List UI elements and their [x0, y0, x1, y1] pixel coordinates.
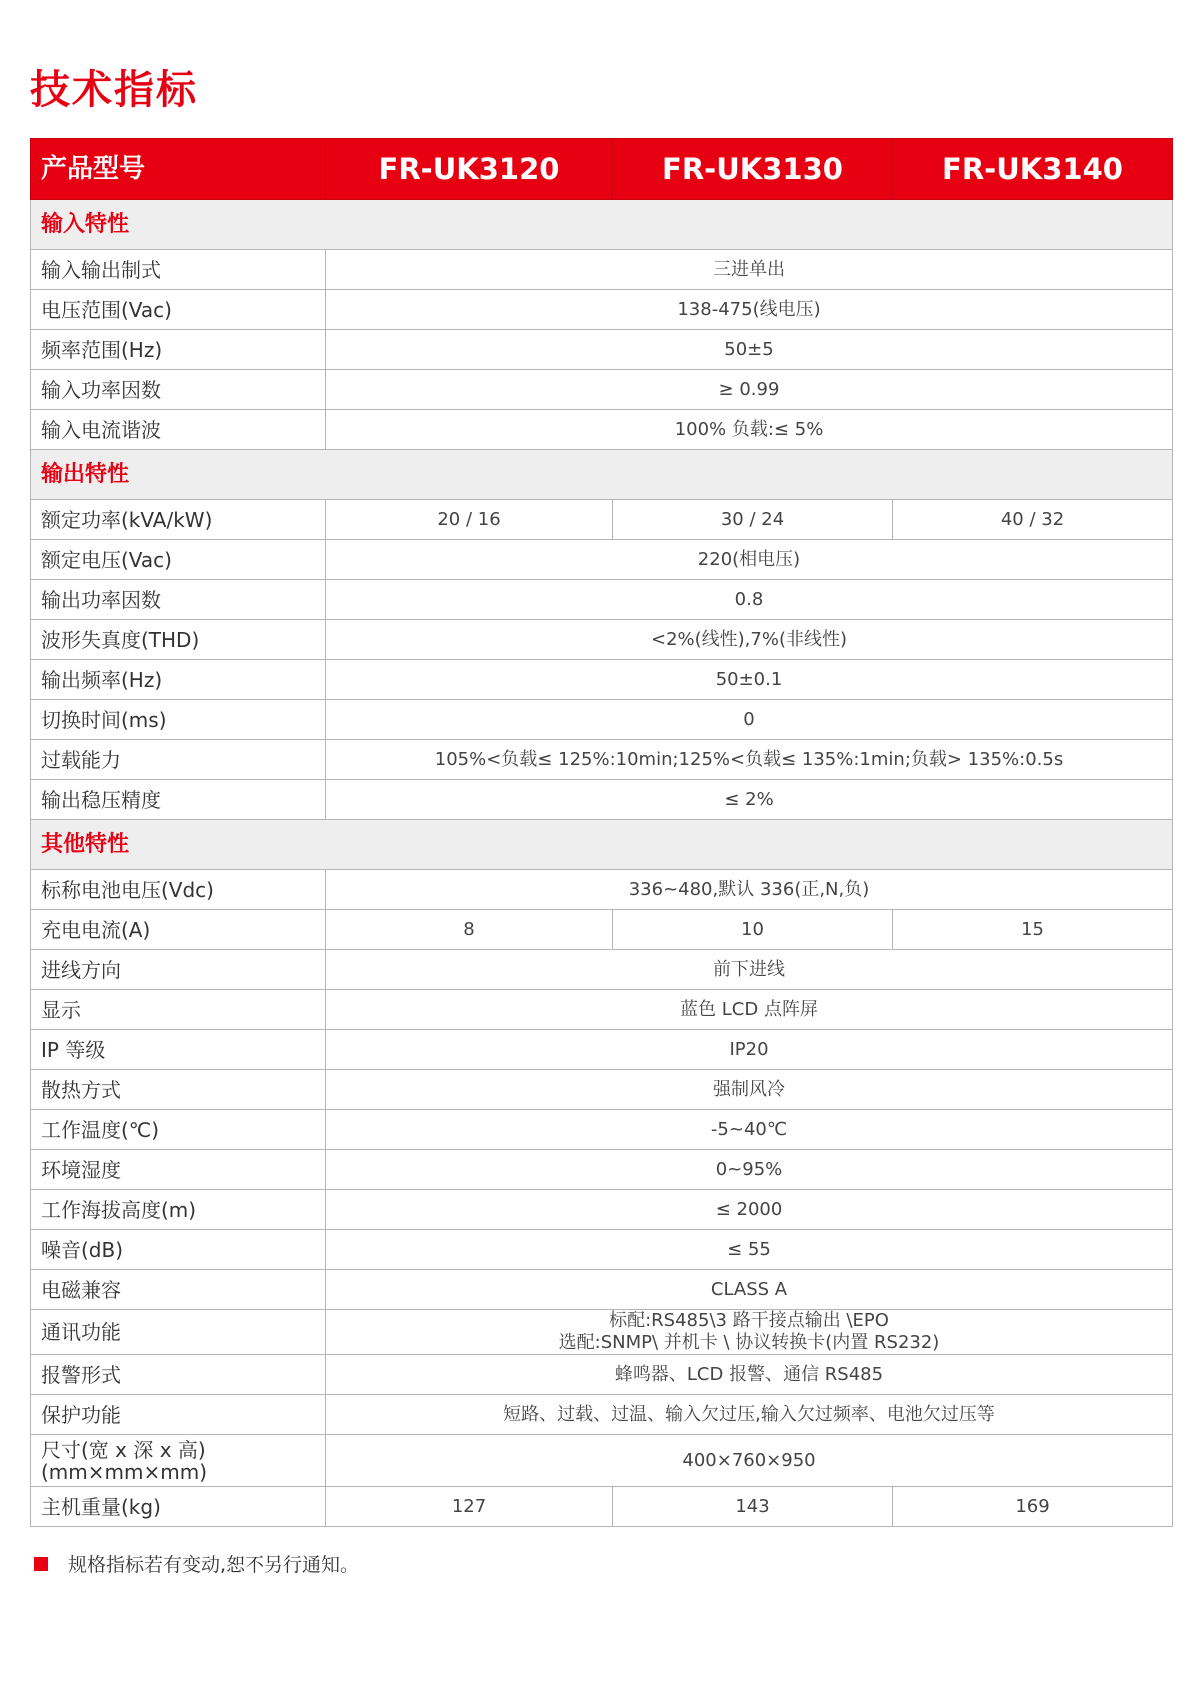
table-row: [31, 250, 1173, 290]
row-value: 前下进线: [326, 950, 1173, 990]
table-row: [31, 540, 1173, 580]
row-value: 127: [326, 1487, 613, 1527]
table-row: [31, 410, 1173, 450]
spec-table: [30, 138, 1173, 1527]
row-value: 169: [893, 1487, 1173, 1527]
row-value: 40 / 32: [893, 500, 1173, 540]
row-label: 进线方向: [31, 950, 326, 990]
row-label: 额定电压(Vac): [31, 540, 326, 580]
section-header-output: [31, 450, 1173, 500]
row-value: 50±5: [326, 330, 1173, 370]
section-title: 其他特性: [31, 820, 1173, 870]
table-row: [31, 1487, 1173, 1527]
table-row: [31, 1030, 1173, 1070]
row-label: 输入电流谐波: [31, 410, 326, 450]
row-label: 输出功率因数: [31, 580, 326, 620]
row-value: <2%(线性),7%(非线性): [326, 620, 1173, 660]
table-row: [31, 1310, 1173, 1355]
row-value: CLASS A: [326, 1270, 1173, 1310]
row-value: 220(相电压): [326, 540, 1173, 580]
row-value: ≤ 2000: [326, 1190, 1173, 1230]
row-value: 20 / 16: [326, 500, 613, 540]
row-value: -5~40℃: [326, 1110, 1173, 1150]
row-label: 通讯功能: [31, 1310, 326, 1355]
row-value: 0~95%: [326, 1150, 1173, 1190]
row-value: 蜂鸣器、LCD 报警、通信 RS485: [326, 1355, 1173, 1395]
row-label: 显示: [31, 990, 326, 1030]
model-heading: FR-UK3130: [613, 139, 893, 200]
header-label: 产品型号: [31, 139, 326, 200]
row-value: 30 / 24: [613, 500, 893, 540]
row-label: 噪音(dB): [31, 1230, 326, 1270]
row-value: ≤ 55: [326, 1230, 1173, 1270]
row-label: 切换时间(ms): [31, 700, 326, 740]
section-header-input: [31, 200, 1173, 250]
row-label: 散热方式: [31, 1070, 326, 1110]
table-row: [31, 1435, 1173, 1487]
footnote: [34, 1550, 359, 1577]
row-label: 工作海拔高度(m): [31, 1190, 326, 1230]
table-row: [31, 330, 1173, 370]
row-value: 蓝色 LCD 点阵屏: [326, 990, 1173, 1030]
row-label: 额定功率(kVA/kW): [31, 500, 326, 540]
table-row: [31, 370, 1173, 410]
row-value: 10: [613, 910, 893, 950]
row-value: 短路、过载、过温、输入欠过压,输入欠过频率、电池欠过压等: [326, 1395, 1173, 1435]
table-row: [31, 1110, 1173, 1150]
page-title: 技术指标: [30, 67, 198, 113]
table-row: [31, 290, 1173, 330]
row-label: 波形失真度(THD): [31, 620, 326, 660]
table-row: [31, 620, 1173, 660]
table-row: [31, 580, 1173, 620]
row-label: 输入功率因数: [31, 370, 326, 410]
row-value: 0.8: [326, 580, 1173, 620]
table-row: [31, 1070, 1173, 1110]
table-row: [31, 740, 1173, 780]
header-row: [31, 139, 1173, 200]
row-value: 400×760×950: [326, 1435, 1173, 1487]
dimension-unit-line: (mm×mm×mm): [41, 1459, 208, 1484]
row-label: 工作温度(℃): [31, 1110, 326, 1150]
row-value: 8: [326, 910, 613, 950]
comm-optional-line: 选配:SNMP\ 并机卡 \ 协议转换卡(内置 RS232): [558, 1332, 940, 1353]
row-value: [326, 1310, 1173, 1355]
row-label: 报警形式: [31, 1355, 326, 1395]
table-row: [31, 870, 1173, 910]
row-value: 138-475(线电压): [326, 290, 1173, 330]
table-row: [31, 910, 1173, 950]
row-label: 保护功能: [31, 1395, 326, 1435]
table-row: [31, 1230, 1173, 1270]
row-label: IP 等级: [31, 1030, 326, 1070]
section-title: 输出特性: [31, 450, 1173, 500]
row-value: IP20: [326, 1030, 1173, 1070]
row-label: 标称电池电压(Vdc): [31, 870, 326, 910]
row-value: 50±0.1: [326, 660, 1173, 700]
comm-standard-line: 标配:RS485\3 路干接点输出 \EPO: [609, 1310, 889, 1331]
section-header-other: [31, 820, 1173, 870]
table-row: [31, 1395, 1173, 1435]
red-square-icon: [34, 1557, 48, 1571]
row-value: ≤ 2%: [326, 780, 1173, 820]
row-label: 输出稳压精度: [31, 780, 326, 820]
table-row: [31, 950, 1173, 990]
row-value: 105%<负载≤ 125%:10min;125%<负载≤ 135%:1min;负载> 135%:0.5s: [326, 740, 1173, 780]
row-label: 电磁兼容: [31, 1270, 326, 1310]
row-label: 输入输出制式: [31, 250, 326, 290]
row-value: 强制风冷: [326, 1070, 1173, 1110]
row-value: 100% 负载:≤ 5%: [326, 410, 1173, 450]
row-label: 充电电流(A): [31, 910, 326, 950]
model-heading: FR-UK3120: [326, 139, 613, 200]
table-row: [31, 500, 1173, 540]
row-label: 频率范围(Hz): [31, 330, 326, 370]
row-label: 过载能力: [31, 740, 326, 780]
row-value: 143: [613, 1487, 893, 1527]
table-row: [31, 1190, 1173, 1230]
footnote-text: 规格指标若有变动,恕不另行通知。: [68, 1554, 360, 1576]
section-title: 输入特性: [31, 200, 1173, 250]
row-value: 336~480,默认 336(正,N,负): [326, 870, 1173, 910]
model-heading: FR-UK3140: [893, 139, 1173, 200]
table-row: [31, 700, 1173, 740]
dimension-label-line: 尺寸(宽 x 深 x 高): [41, 1437, 206, 1462]
table-row: [31, 1150, 1173, 1190]
row-value: 0: [326, 700, 1173, 740]
row-label: 输出频率(Hz): [31, 660, 326, 700]
row-value: 三进单出: [326, 250, 1173, 290]
row-value: 15: [893, 910, 1173, 950]
table-row: [31, 660, 1173, 700]
row-label: 环境湿度: [31, 1150, 326, 1190]
table-row: [31, 990, 1173, 1030]
row-label: [31, 1435, 326, 1487]
table-row: [31, 1355, 1173, 1395]
row-label: 电压范围(Vac): [31, 290, 326, 330]
table-row: [31, 1270, 1173, 1310]
table-row: [31, 780, 1173, 820]
row-label: 主机重量(kg): [31, 1487, 326, 1527]
row-value: ≥ 0.99: [326, 370, 1173, 410]
